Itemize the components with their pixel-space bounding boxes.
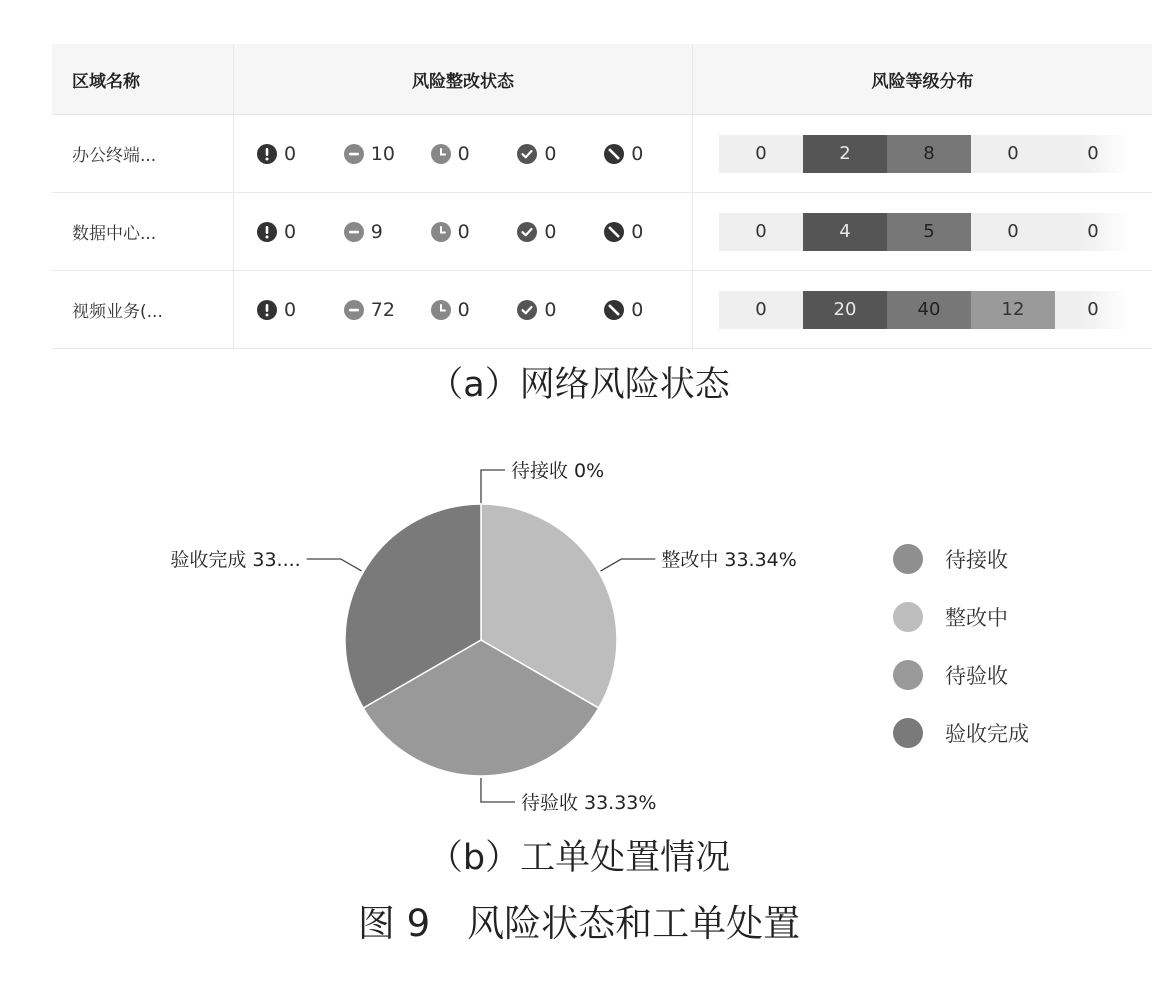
status-item — [517, 299, 604, 321]
ban-icon — [604, 300, 624, 320]
status-item — [257, 299, 344, 321]
exclamation-icon — [257, 222, 277, 242]
level-segment: 12 — [971, 291, 1055, 329]
level-segment: 2 — [803, 135, 887, 173]
status-item — [604, 221, 691, 243]
level-bar — [719, 213, 1131, 251]
region-name-cell: 视频业务(... — [52, 271, 234, 349]
header-region-name: 区域名称 — [52, 44, 234, 115]
status-item — [257, 221, 344, 243]
status-item — [604, 299, 691, 321]
status-count: 10 — [370, 142, 395, 165]
status-item — [344, 299, 431, 321]
minus-icon — [344, 144, 364, 164]
level-bar — [719, 135, 1131, 173]
level-segment: 8 — [887, 135, 971, 173]
legend-label: 待验收 — [945, 664, 1008, 688]
minus-icon — [344, 300, 364, 320]
level-segment: 4 — [803, 213, 887, 251]
legend-label: 待接收 — [945, 548, 1008, 572]
status-item — [431, 221, 518, 243]
ban-icon — [604, 222, 624, 242]
clock-icon — [431, 144, 451, 164]
level-segment: 0 — [1087, 221, 1099, 242]
risk-level-cell — [693, 271, 1153, 349]
risk-status-cell — [234, 193, 693, 271]
minus-icon — [344, 222, 364, 242]
level-segment: 0 — [755, 143, 767, 164]
pie-slice-label: 验收完成 33.... — [170, 548, 301, 571]
status-count: 0 — [544, 220, 557, 243]
status-count: 0 — [631, 142, 644, 165]
level-segment: 0 — [1087, 143, 1099, 164]
status-item — [257, 143, 344, 165]
status-count: 0 — [284, 298, 297, 321]
status-item — [517, 143, 604, 165]
risk-level-cell — [693, 115, 1153, 193]
caption-b: （b）工单处置情况 — [427, 838, 731, 878]
level-segment: 0 — [755, 299, 767, 320]
risk-status-cell — [234, 115, 693, 193]
region-name-cell: 数据中心... — [52, 193, 234, 271]
level-bar — [719, 291, 1131, 329]
exclamation-icon — [257, 300, 277, 320]
level-segment: 0 — [1007, 221, 1019, 242]
risk-table — [52, 44, 1152, 349]
pie-leader-line — [481, 470, 505, 504]
level-segment: 5 — [887, 213, 971, 251]
level-segment: 0 — [1087, 299, 1099, 320]
check-icon — [517, 144, 537, 164]
status-item — [344, 221, 431, 243]
header-risk-status: 风险整改状态 — [234, 44, 693, 115]
pie-legend — [893, 530, 1029, 762]
status-count: 9 — [370, 220, 383, 243]
risk-level-cell — [693, 193, 1153, 271]
legend-swatch — [893, 660, 923, 690]
legend-swatch — [893, 602, 923, 632]
level-segment: 20 — [803, 291, 887, 329]
status-count: 0 — [284, 220, 297, 243]
table-header-row — [52, 44, 1152, 115]
legend-label: 整改中 — [945, 606, 1008, 630]
caption-a: （a）网络风险状态 — [428, 365, 730, 405]
status-item — [344, 143, 431, 165]
pie-leader-line — [481, 778, 515, 802]
table-row — [52, 115, 1152, 193]
legend-item[interactable] — [893, 704, 1029, 762]
figure-caption: 图 9 风险状态和工单处置 — [357, 902, 801, 945]
status-count: 0 — [631, 220, 644, 243]
region-name-cell: 办公终端... — [52, 115, 234, 193]
status-count: 0 — [457, 220, 470, 243]
legend-swatch — [893, 544, 923, 574]
clock-icon — [431, 222, 451, 242]
status-count: 0 — [457, 298, 470, 321]
level-segment: 0 — [755, 221, 767, 242]
status-item — [431, 299, 518, 321]
status-count: 72 — [370, 298, 395, 321]
header-risk-level: 风险等级分布 — [693, 44, 1153, 115]
risk-status-cell — [234, 271, 693, 349]
check-icon — [517, 300, 537, 320]
legend-item[interactable] — [893, 646, 1029, 704]
table-row — [52, 271, 1152, 349]
status-item — [431, 143, 518, 165]
status-item — [604, 143, 691, 165]
table-row — [52, 193, 1152, 271]
exclamation-icon — [257, 144, 277, 164]
clock-icon — [431, 300, 451, 320]
ban-icon — [604, 144, 624, 164]
pie-slice-label: 待验收 33.33% — [520, 792, 657, 814]
pie-leader-line — [307, 559, 362, 571]
status-count: 0 — [544, 298, 557, 321]
legend-label: 验收完成 — [945, 722, 1029, 746]
legend-item[interactable] — [893, 588, 1029, 646]
status-count: 0 — [457, 142, 470, 165]
level-segment: 40 — [887, 291, 971, 329]
check-icon — [517, 222, 537, 242]
status-count: 0 — [544, 142, 557, 165]
pie-leader-line — [601, 559, 656, 571]
status-count: 0 — [631, 298, 644, 321]
level-segment: 0 — [1007, 143, 1019, 164]
status-item — [517, 221, 604, 243]
pie-slice-label: 整改中 33.34% — [661, 549, 797, 572]
pie-slice-label: 待接收 0% — [511, 460, 605, 482]
status-count: 0 — [284, 142, 297, 165]
legend-swatch — [893, 718, 923, 748]
legend-item[interactable] — [893, 530, 1029, 588]
